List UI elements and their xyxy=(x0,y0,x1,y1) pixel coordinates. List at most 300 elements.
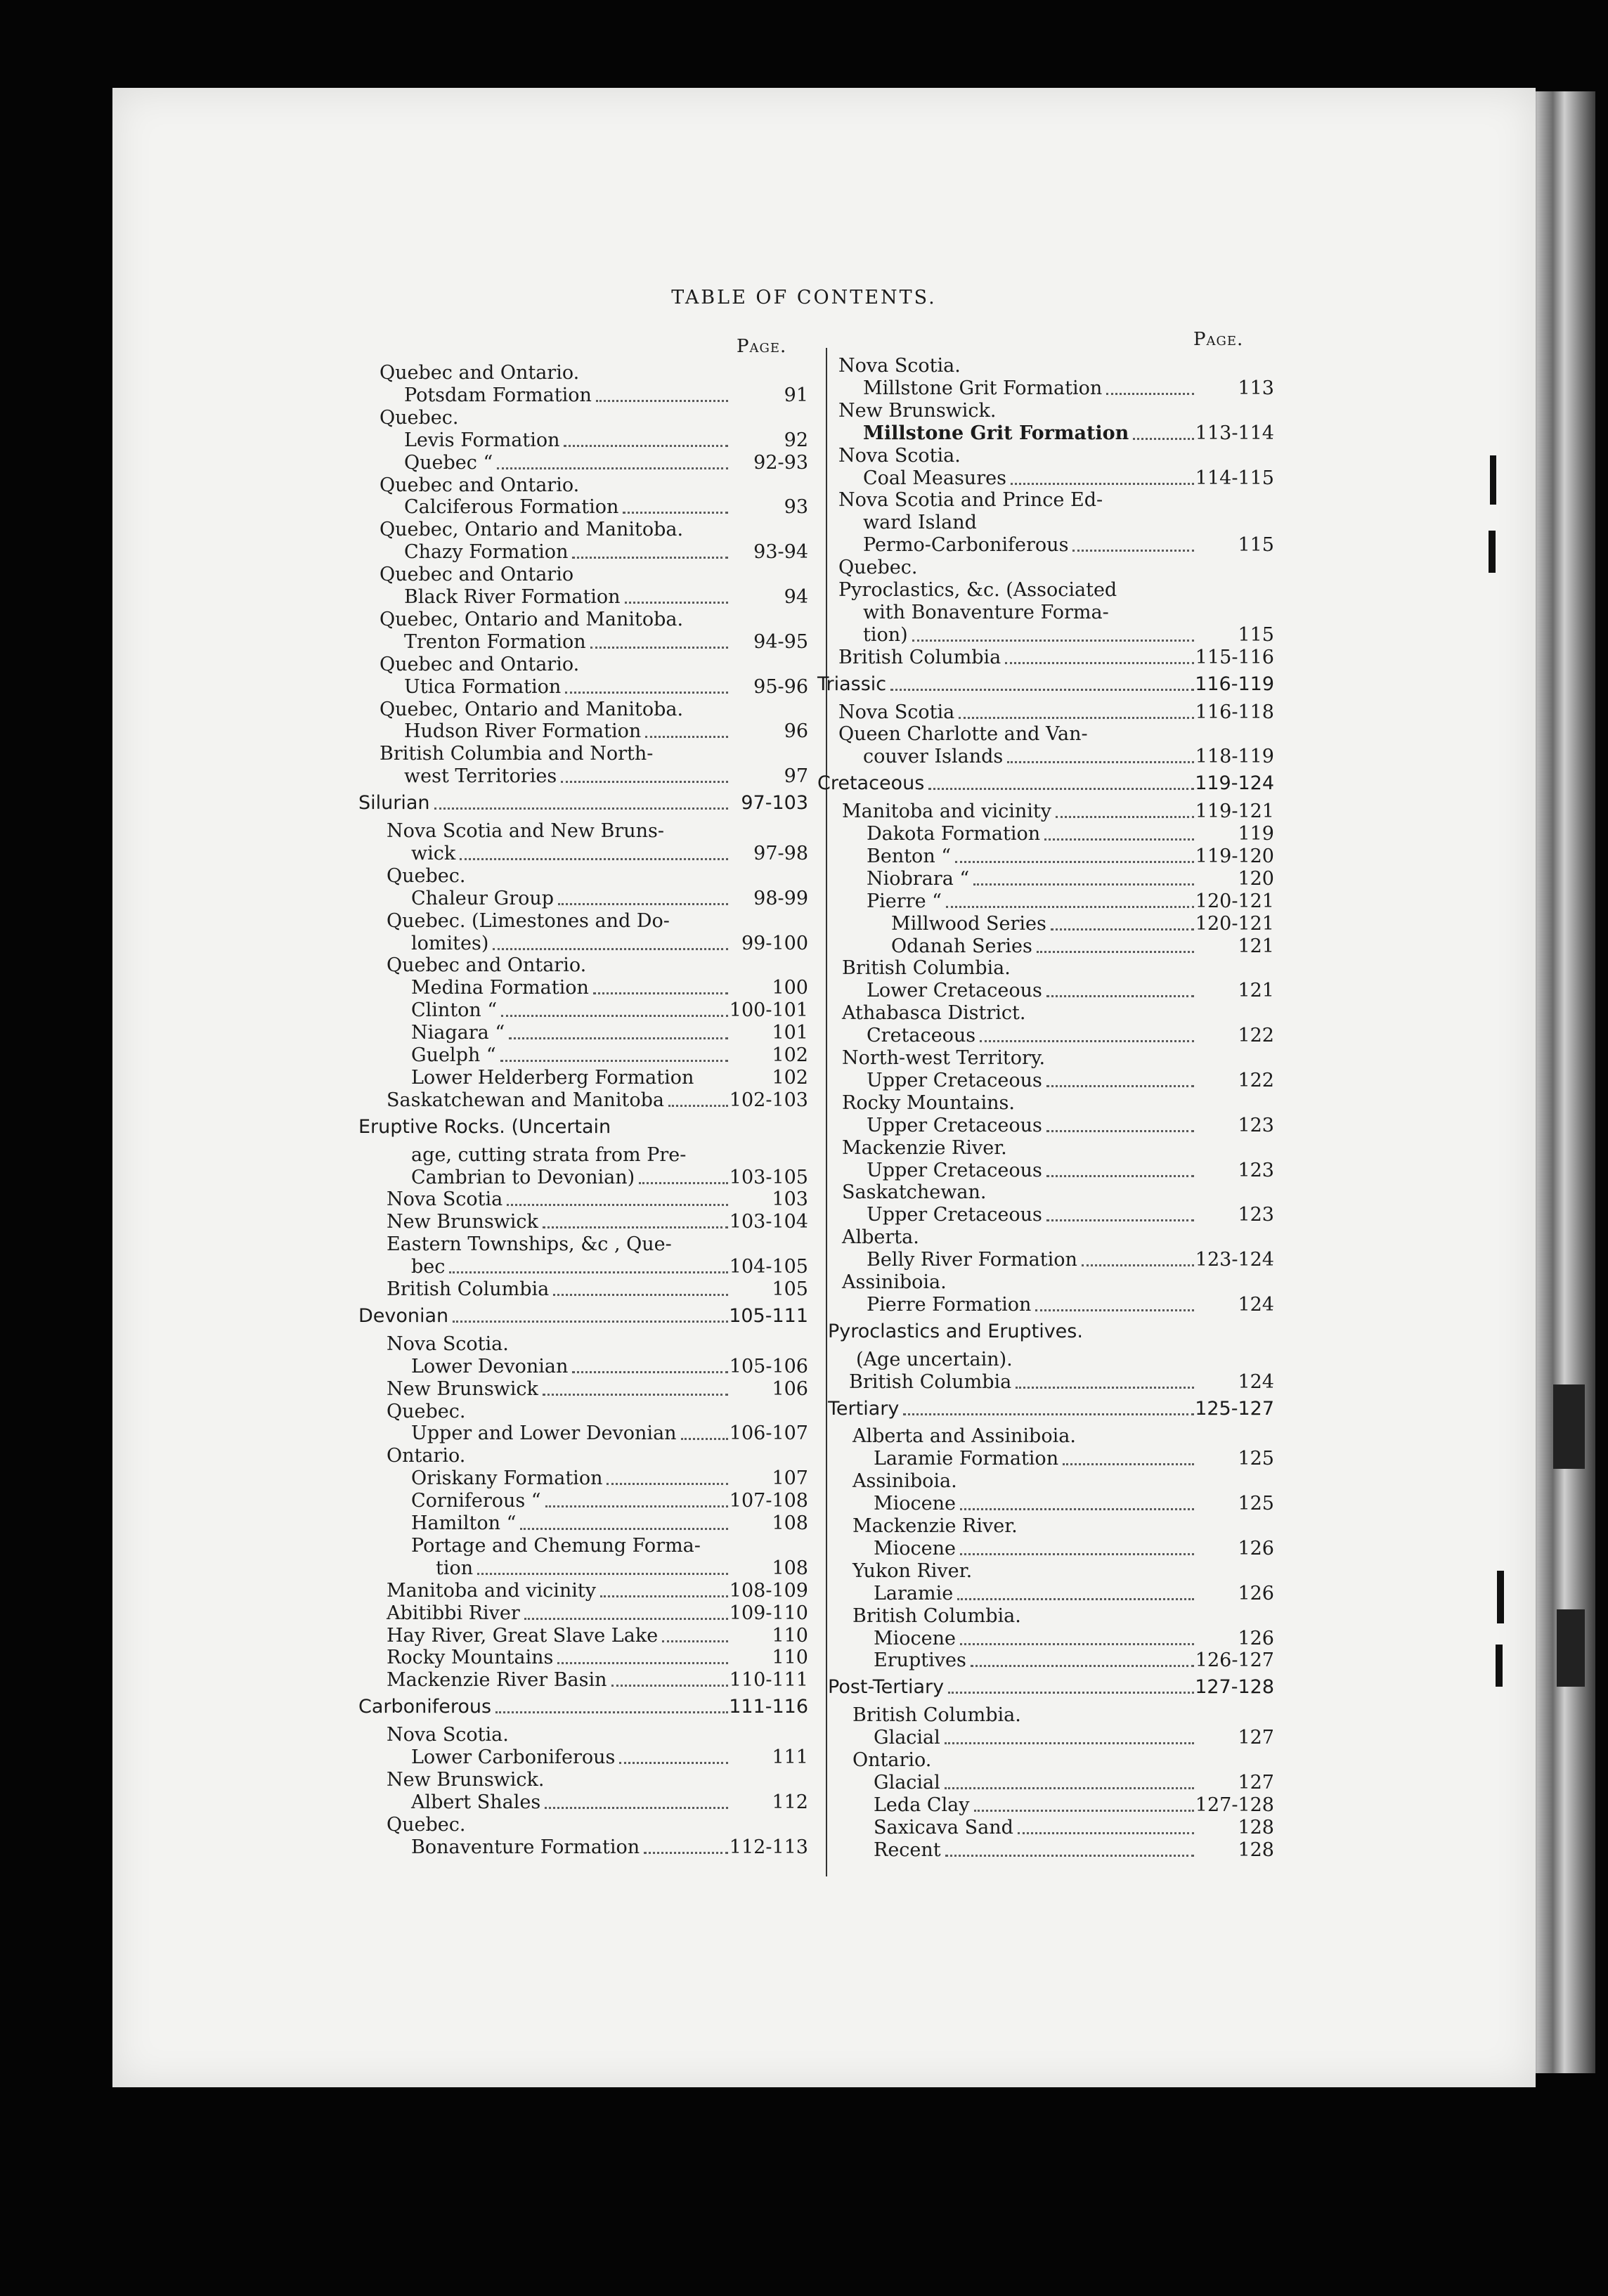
toc-entry-text: British Columbia. xyxy=(852,1704,1021,1727)
dot-leader xyxy=(623,512,728,514)
toc-entry-text: Bonaventure Formation xyxy=(411,1836,640,1858)
toc-entry xyxy=(358,1256,808,1278)
toc-entry xyxy=(358,1580,808,1602)
toc-entry-text: British Columbia xyxy=(838,646,1001,668)
toc-entry xyxy=(817,1115,1274,1137)
dot-leader xyxy=(903,1413,1194,1415)
toc-page-number: 126 xyxy=(1238,1537,1274,1559)
toc-entry xyxy=(817,1371,1274,1394)
toc-entry-text: Quebec. xyxy=(387,1813,466,1836)
toc-entry-text: Niobrara “ xyxy=(867,867,970,890)
dot-leader xyxy=(619,1762,728,1764)
toc-entry-text: Coal Measures xyxy=(863,467,1006,489)
dot-leader xyxy=(625,602,728,604)
dot-leader xyxy=(477,1573,728,1575)
toc-entry xyxy=(358,1535,808,1557)
toc-entry xyxy=(817,868,1274,890)
toc-page-number: 122 xyxy=(1238,1025,1274,1047)
toc-page-number: 108 xyxy=(772,1512,808,1534)
toc-entry xyxy=(358,1490,808,1512)
toc-entry xyxy=(358,452,808,474)
toc-page-number: 108 xyxy=(772,1557,808,1579)
toc-page-number: 119-120 xyxy=(1195,845,1274,867)
toc-entry xyxy=(358,1512,808,1535)
toc-page-number: 111 xyxy=(772,1746,808,1768)
toc-entry xyxy=(817,1425,1274,1448)
toc-entry-text: Pierre Formation xyxy=(867,1293,1032,1316)
toc-page-number: 100-101 xyxy=(729,999,808,1022)
dot-leader xyxy=(1007,761,1194,763)
toc-entry xyxy=(358,1422,808,1445)
toc-page-number: 123 xyxy=(1238,1204,1274,1226)
toc-entry-text: Quebec and Ontario. xyxy=(387,954,587,977)
toc-entry xyxy=(817,1294,1274,1316)
toc-entry-text: Quebec and Ontario. xyxy=(380,474,580,496)
dot-leader xyxy=(572,1371,728,1373)
toc-entry xyxy=(358,1814,808,1836)
toc-page-number: 92 xyxy=(784,429,808,451)
dot-leader xyxy=(557,1662,728,1664)
dot-leader xyxy=(955,861,1194,863)
toc-entry xyxy=(358,1188,808,1211)
toc-entry xyxy=(817,1583,1274,1605)
toc-page-number: 103-105 xyxy=(729,1166,808,1188)
toc-page-number: 116-119 xyxy=(1195,673,1274,695)
dot-leader xyxy=(495,1711,728,1713)
toc-page-number: 105-106 xyxy=(729,1355,808,1377)
toc-entry-text: Devonian xyxy=(358,1304,449,1327)
toc-entry xyxy=(817,1839,1274,1862)
toc-entry-text: Cretaceous xyxy=(867,1025,976,1047)
toc-entry-text: Tertiary xyxy=(828,1397,900,1420)
toc-entry-text: Queen Charlotte and Van- xyxy=(838,723,1088,746)
dot-leader xyxy=(1046,1085,1194,1087)
toc-page-number: 120-121 xyxy=(1195,890,1274,912)
dot-leader xyxy=(1037,951,1194,953)
toc-entry-text: Upper Cretaceous xyxy=(867,1204,1042,1226)
toc-page-number: 116-118 xyxy=(1195,701,1274,723)
toc-entry xyxy=(817,445,1274,467)
dot-leader xyxy=(1046,995,1194,997)
dot-leader xyxy=(509,1037,728,1039)
dot-leader xyxy=(1106,393,1194,395)
dot-leader xyxy=(645,736,728,738)
dot-leader xyxy=(1056,816,1194,818)
dot-leader xyxy=(957,1598,1194,1600)
toc-entry-text: Ontario. xyxy=(387,1445,466,1467)
toc-entry xyxy=(358,609,808,631)
toc-entry-text: New Brunswick xyxy=(387,1211,538,1233)
toc-entry xyxy=(358,1401,808,1423)
toc-page-number: 92-93 xyxy=(753,451,808,474)
toc-page-number: 125-127 xyxy=(1195,1397,1274,1420)
dot-leader xyxy=(945,1855,1194,1857)
toc-page-number: 122 xyxy=(1238,1069,1274,1091)
toc-entry-text: Miocene xyxy=(874,1537,957,1559)
toc-entry-text: North-west Territory. xyxy=(842,1047,1046,1069)
toc-entry-text: Laramie Formation xyxy=(874,1448,1059,1470)
toc-entry-text: New Brunswick. xyxy=(387,1768,545,1791)
toc-entry-text: Belly River Formation xyxy=(867,1249,1077,1271)
toc-entry-text: Potsdam Formation xyxy=(404,384,592,406)
toc-entry xyxy=(358,1089,808,1112)
toc-entry xyxy=(358,676,808,699)
toc-entry xyxy=(817,1794,1274,1817)
dot-leader xyxy=(543,1394,728,1396)
toc-entry xyxy=(358,1333,808,1356)
toc-page-number: 112 xyxy=(772,1791,808,1813)
toc-page-number: 105 xyxy=(772,1278,808,1300)
dot-leader xyxy=(946,906,1194,908)
toc-entry-text: Upper Cretaceous xyxy=(867,1159,1042,1181)
dot-leader xyxy=(453,1321,728,1323)
toc-entry xyxy=(358,1467,808,1490)
toc-entry-text: Glacial xyxy=(874,1727,940,1749)
toc-page-number: 97 xyxy=(784,765,808,788)
dot-leader xyxy=(1046,1219,1194,1221)
toc-entry-text: with Bonaventure Forma- xyxy=(863,601,1109,623)
toc-entry-text: ward Island xyxy=(863,512,977,534)
toc-entry-text: Quebec, Ontario and Manitoba. xyxy=(380,519,684,541)
dot-leader xyxy=(662,1640,728,1642)
dot-leader xyxy=(945,1742,1194,1744)
toc-page-number: 128 xyxy=(1238,1838,1274,1861)
toc-entry xyxy=(817,1070,1274,1092)
toc-entry xyxy=(358,1557,808,1580)
dot-leader xyxy=(611,1685,728,1687)
dot-leader xyxy=(543,1226,728,1228)
dot-leader xyxy=(974,1810,1194,1812)
dot-leader xyxy=(545,1807,728,1809)
dot-leader xyxy=(1133,438,1194,440)
toc-entry xyxy=(358,474,808,497)
toc-entry xyxy=(358,1044,808,1067)
dot-leader xyxy=(607,1483,728,1485)
toc-entry xyxy=(817,467,1274,490)
toc-entry xyxy=(817,602,1274,624)
toc-page-number: 127 xyxy=(1238,1727,1274,1749)
toc-entry-text: Saskatchewan. xyxy=(842,1181,987,1204)
toc-entry xyxy=(358,910,808,933)
toc-entry xyxy=(817,1538,1274,1560)
toc-entry xyxy=(358,1022,808,1044)
toc-entry xyxy=(358,1769,808,1791)
toc-page-number: 93-94 xyxy=(753,541,808,564)
toc-entry-text: New Brunswick xyxy=(387,1377,538,1400)
dot-leader xyxy=(945,1787,1194,1789)
toc-page-number: 94 xyxy=(784,586,808,608)
toc-entry xyxy=(358,954,808,977)
toc-entry-text: Pyroclastics and Eruptives. xyxy=(828,1320,1083,1342)
toc-entry xyxy=(817,800,1274,823)
toc-page-number: 123-124 xyxy=(1195,1249,1274,1271)
toc-entry-text: Miocene xyxy=(874,1627,957,1649)
toc-entry xyxy=(817,1560,1274,1583)
toc-entry xyxy=(817,1493,1274,1515)
toc-entry xyxy=(817,701,1274,724)
toc-entry xyxy=(358,1647,808,1669)
toc-entry-text: Quebec “ xyxy=(404,451,493,474)
dot-leader xyxy=(960,1553,1194,1555)
toc-entry xyxy=(817,1271,1274,1294)
toc-entry xyxy=(817,1727,1274,1749)
toc-entry xyxy=(817,624,1274,647)
toc-entry-text: Cambrian to Devonian) xyxy=(411,1166,635,1188)
toc-page-number: 99-100 xyxy=(741,932,808,954)
page-header-right: Page. xyxy=(1193,329,1244,350)
dot-leader xyxy=(1082,1264,1194,1266)
toc-entry-text: New Brunswick. xyxy=(838,399,997,422)
dot-leader xyxy=(980,1040,1194,1042)
toc-entry xyxy=(817,980,1274,1002)
toc-entry xyxy=(358,1144,808,1167)
dot-leader xyxy=(553,1294,728,1296)
toc-page-number: 107-108 xyxy=(729,1490,808,1512)
toc-entry xyxy=(358,1791,808,1814)
toc-entry xyxy=(358,999,808,1022)
toc-entry xyxy=(817,1628,1274,1650)
toc-entry-text: Dakota Formation xyxy=(867,823,1041,845)
toc-entry-text: Quebec and Ontario. xyxy=(380,362,580,384)
toc-page-number: 108-109 xyxy=(729,1579,808,1602)
toc-page-number: 103-104 xyxy=(729,1211,808,1233)
toc-entry xyxy=(358,1724,808,1746)
toc-entry-text: Eruptives xyxy=(874,1649,966,1672)
toc-section-heading xyxy=(358,792,808,815)
toc-entry-text: wick xyxy=(411,842,456,864)
toc-page-number: 119 xyxy=(1238,823,1274,845)
toc-entry xyxy=(358,699,808,721)
toc-entry-text: Hamilton “ xyxy=(411,1512,517,1534)
toc-entry xyxy=(358,977,808,999)
toc-entry-text: Medina Formation xyxy=(411,977,589,999)
toc-entry-text: Upper Cretaceous xyxy=(867,1114,1042,1136)
toc-entry xyxy=(817,1204,1274,1226)
toc-entry xyxy=(358,429,808,452)
toc-page-number: 125 xyxy=(1238,1493,1274,1515)
toc-page-number: 103 xyxy=(772,1188,808,1211)
dot-leader xyxy=(1046,1175,1194,1177)
toc-page-number: 126 xyxy=(1238,1582,1274,1604)
toc-entry xyxy=(817,1649,1274,1672)
toc-entry xyxy=(817,400,1274,422)
dot-leader xyxy=(890,689,1194,691)
toc-entry-text: Silurian xyxy=(358,792,430,815)
toc-page-number: 115 xyxy=(1238,623,1274,646)
toc-entry-text: Yukon River. xyxy=(852,1559,973,1582)
toc-page-number: 124 xyxy=(1238,1370,1274,1393)
toc-entry-text: Lower Cretaceous xyxy=(867,980,1042,1002)
toc-section-heading xyxy=(358,1696,808,1718)
toc-entry xyxy=(817,1772,1274,1794)
dot-leader xyxy=(681,1438,728,1440)
toc-page-number: 120-121 xyxy=(1195,912,1274,935)
toc-entry xyxy=(358,1167,808,1189)
dot-leader xyxy=(561,781,728,783)
toc-entry xyxy=(358,654,808,676)
toc-entry-text: British Columbia xyxy=(387,1278,550,1300)
toc-entry xyxy=(817,746,1274,768)
toc-entry-text: Nova Scotia. xyxy=(387,1332,509,1355)
toc-page-number: 111-116 xyxy=(729,1696,808,1718)
toc-entry-text: Assiniboia. xyxy=(842,1271,947,1293)
dot-leader xyxy=(928,788,1194,790)
dot-leader xyxy=(1051,928,1194,930)
toc-entry-text: (Age uncertain). xyxy=(856,1348,1013,1370)
toc-entry-text: Upper Cretaceous xyxy=(867,1069,1042,1091)
toc-entry xyxy=(817,723,1274,746)
toc-entry xyxy=(817,823,1274,845)
toc-page-number: 115 xyxy=(1238,534,1274,557)
dot-leader xyxy=(590,647,728,649)
toc-entry xyxy=(358,1356,808,1378)
toc-page-number: 100 xyxy=(772,977,808,999)
dot-leader xyxy=(644,1852,728,1854)
toc-entry-text: Glacial xyxy=(874,1771,940,1794)
dot-leader xyxy=(1018,1832,1194,1834)
toc-entry-text: Nova Scotia. xyxy=(387,1724,509,1746)
dot-leader xyxy=(960,1643,1194,1645)
toc-page-number: 110-111 xyxy=(729,1669,808,1692)
toc-entry-text: Nova Scotia and Prince Ed- xyxy=(838,489,1103,512)
toc-entry-text: Eastern Townships, &c , Que- xyxy=(387,1233,672,1256)
dot-leader xyxy=(564,445,728,447)
toc-page-number: 102 xyxy=(772,1066,808,1089)
toc-entry xyxy=(817,1704,1274,1727)
toc-entry-text: Mackenzie River. xyxy=(842,1136,1007,1159)
dot-leader xyxy=(524,1618,728,1620)
toc-entry-text: Permo-Carboniferous xyxy=(863,534,1069,557)
toc-entry xyxy=(358,541,808,564)
toc-entry xyxy=(817,957,1274,980)
toc-page-number: 112-113 xyxy=(729,1836,808,1858)
toc-page-number: 121 xyxy=(1238,980,1274,1002)
toc-entry xyxy=(817,534,1274,557)
toc-entry xyxy=(817,1515,1274,1538)
toc-page-number: 128 xyxy=(1238,1816,1274,1838)
toc-entry-text: British Columbia and North- xyxy=(380,743,654,765)
toc-entry-text: Portage and Chemung Forma- xyxy=(411,1534,701,1557)
dot-leader xyxy=(668,1105,728,1107)
toc-entry-text: Lower Devonian xyxy=(411,1355,569,1377)
toc-entry-text: Odanah Series xyxy=(891,935,1032,957)
dot-leader xyxy=(1005,662,1194,664)
toc-page-number: 126-127 xyxy=(1195,1649,1274,1672)
toc-entry xyxy=(358,1278,808,1301)
toc-page-number: 124 xyxy=(1238,1293,1274,1316)
dot-leader xyxy=(971,1665,1194,1667)
toc-entry-text: Quebec. xyxy=(838,557,918,579)
toc-entry xyxy=(358,564,808,586)
toc-entry-text: Cretaceous xyxy=(817,772,925,795)
toc-entry-text: west Territories xyxy=(404,765,557,788)
toc-entry xyxy=(817,377,1274,400)
page-header-left: Page. xyxy=(737,336,787,357)
toc-entry xyxy=(358,519,808,541)
toc-entry-text: Pierre “ xyxy=(867,890,942,912)
toc-page-number: 96 xyxy=(784,720,808,743)
toc-page-number: 95-96 xyxy=(753,675,808,698)
toc-entry-text: Upper and Lower Devonian xyxy=(411,1422,677,1445)
toc-entry xyxy=(358,1625,808,1647)
toc-entry-text: Albert Shales xyxy=(411,1791,541,1813)
toc-entry-text: Saxicava Sand xyxy=(874,1816,1013,1838)
dot-leader xyxy=(596,400,728,402)
toc-entry-text: Leda Clay xyxy=(874,1794,970,1816)
toc-entry xyxy=(817,557,1274,579)
toc-entry-text: Quebec. xyxy=(387,864,466,887)
toc-page-number: 106 xyxy=(772,1377,808,1400)
dot-leader xyxy=(600,1595,728,1597)
toc-entry xyxy=(358,496,808,519)
dot-leader xyxy=(449,1271,728,1273)
toc-entry xyxy=(358,407,808,429)
toc-page-number: 127-128 xyxy=(1195,1676,1274,1699)
toc-entry-text: Lower Carboniferous xyxy=(411,1746,616,1768)
dot-leader xyxy=(1011,483,1194,485)
dot-leader xyxy=(912,640,1194,642)
toc-entry-text: Mackenzie River. xyxy=(852,1515,1018,1537)
toc-entry-text: Pyroclastics, &c. (Associated xyxy=(838,579,1117,601)
toc-entry-text: Nova Scotia. xyxy=(838,355,961,377)
toc-entry xyxy=(817,1605,1274,1628)
toc-entry xyxy=(358,1669,808,1692)
dot-leader xyxy=(948,1692,1194,1694)
toc-entry-text: Assiniboia. xyxy=(852,1470,957,1493)
dot-leader xyxy=(1044,838,1194,841)
toc-entry-text: Manitoba and vicinity xyxy=(842,800,1051,823)
toc-entry-text: Hudson River Formation xyxy=(404,720,642,743)
toc-entry-text: Eruptive Rocks. (Uncertain xyxy=(358,1115,611,1138)
toc-entry-text: Quebec. xyxy=(380,406,459,429)
toc-page-number: 102-103 xyxy=(729,1089,808,1111)
toc-entry-text: lomites) xyxy=(411,932,489,954)
toc-entry-text: Post-Tertiary xyxy=(828,1676,945,1699)
toc-entry-text: Quebec and Ontario xyxy=(380,564,574,586)
toc-entry xyxy=(358,888,808,910)
toc-entry-text: Benton “ xyxy=(867,845,952,867)
toc-entry-text: Nova Scotia. xyxy=(838,444,961,467)
toc-page-number: 101 xyxy=(772,1022,808,1044)
toc-entry xyxy=(358,865,808,888)
toc-entry xyxy=(817,1025,1274,1047)
toc-entry-text: Calciferous Formation xyxy=(404,496,619,519)
toc-page-number: 114-115 xyxy=(1195,467,1274,489)
toc-entry xyxy=(817,1249,1274,1271)
dot-leader xyxy=(501,1015,728,1017)
toc-page-number: 123 xyxy=(1238,1159,1274,1181)
toc-entry xyxy=(358,1067,808,1089)
toc-entry-text: Triassic xyxy=(817,673,887,695)
toc-entry xyxy=(817,1181,1274,1204)
toc-section-heading xyxy=(817,1321,1274,1343)
toc-page-number: 121 xyxy=(1238,935,1274,957)
toc-section-heading xyxy=(817,1398,1274,1420)
dot-leader xyxy=(493,948,728,950)
toc-entry-text: Rocky Mountains xyxy=(387,1647,554,1669)
toc-entry xyxy=(817,1749,1274,1772)
toc-entry-text: tion) xyxy=(863,623,908,646)
toc-entry-text: Levis Formation xyxy=(404,429,560,451)
toc-page-number: 109-110 xyxy=(729,1602,808,1624)
dot-leader xyxy=(1046,1130,1194,1132)
toc-page-number: 104-105 xyxy=(729,1256,808,1278)
dot-leader xyxy=(500,1060,728,1062)
toc-entry xyxy=(817,1226,1274,1249)
toc-section-heading xyxy=(817,772,1274,795)
toc-section-heading xyxy=(817,1676,1274,1699)
toc-entry-text: Chaleur Group xyxy=(411,887,555,909)
